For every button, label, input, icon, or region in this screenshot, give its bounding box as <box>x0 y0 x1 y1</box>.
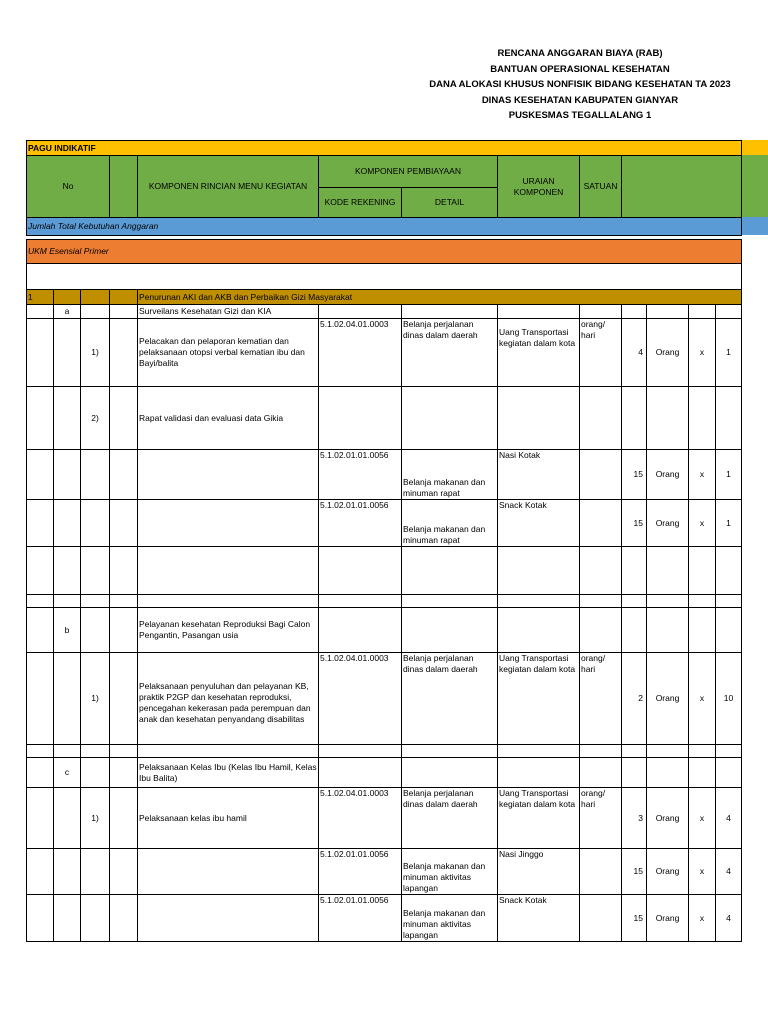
col-kode-header: KODE REKENING <box>319 188 402 218</box>
item-b-title: Pelayanan kesehatan Reproduksi Bagi Calon Pengantin, Pasangan usia <box>138 608 319 653</box>
table-row: b Pelayanan kesehatan Reproduksi Bagi Calon Pengantin, Pasangan usia <box>27 608 742 653</box>
ukm-label: UKM Esensial Primer <box>27 240 742 264</box>
header-line-5: PUSKESMAS TEGALLALANG 1 <box>508 110 652 121</box>
total-label: Jumlah Total Kebutuhan Anggaran <box>27 218 742 236</box>
table-row: 5.1.02.01.01.0056 Belanja makanan dan minuman rapat Nasi Kotak 15 Orang x 1 <box>27 450 742 500</box>
section-1-row <box>27 290 742 305</box>
item-c-title: Pelaksanaan Kelas Ibu (Kelas Ibu Hamil, Kelas Ibu Balita) <box>138 758 319 788</box>
col-satuan-header: SATUAN <box>580 156 622 218</box>
document-header <box>380 46 768 124</box>
table-row: 2) Rapat validasi dan evaluasi data Gikia <box>27 387 742 450</box>
table-row <box>27 547 742 595</box>
col-no-header: No <box>27 156 110 218</box>
col-pembiayaan-header: KOMPONEN PEMBIAYAAN <box>319 156 498 188</box>
col-komponen-header: KOMPONEN RINCIAN MENU KEGIATAN <box>138 156 319 218</box>
table-row: 5.1.02.01.01.0056 Belanja makanan dan minuman aktivitas lapangan Nasi Jinggo 15 Orang x 4 <box>27 849 742 895</box>
pagu-label: PAGU INDIKATIF <box>27 141 742 156</box>
total-fill-extension <box>741 217 768 235</box>
table-row: a Surveilans Kesehatan Gizi dan KIA <box>27 305 742 319</box>
section-1-title: Penurunan AKI dan AKB dan Perbaikan Gizi Masyarakat <box>138 290 742 305</box>
col-uraian-header: URAIAN KOMPONEN <box>498 156 580 218</box>
ukm-row <box>27 240 742 264</box>
header-row-1 <box>27 156 742 188</box>
table-row: 1) Pelacakan dan pelaporan kematian dan pelaksanaan otopsi verbal kematian ibu dan Bayi/balita 5.1.02.04.01.0003 Belanja perjalanan dinas dalam daerah Uang Transportasi kegiatan dalam kota orang/ hari 4 Orang x 1 <box>27 319 742 387</box>
header-line-2: BANTUAN OPERASIONAL KESEHATAN <box>490 63 670 75</box>
total-row <box>27 218 742 236</box>
table-row <box>27 745 742 758</box>
section-1-number: 1 <box>27 290 54 305</box>
header-fill-extension <box>741 155 768 217</box>
header-line-1: RENCANA ANGGARAN BIAYA (RAB) <box>497 48 663 59</box>
pagu-row <box>27 141 742 156</box>
item-a-title: Surveilans Kesehatan Gizi dan KIA <box>138 305 319 319</box>
table-row: 1) Pelaksanaan kelas ibu hamil 5.1.02.04.01.0003 Belanja perjalanan dinas dalam daerah Uang Transportasi kegiatan dalam kota orang/ hari 3 Orang x 4 <box>27 788 742 849</box>
header-line-3: DANA ALOKASI KHUSUS NONFISIK BIDANG KESEHATAN TA 2023 <box>429 79 731 90</box>
table-row: 1) Pelaksanaan penyuluhan dan pelayanan KB, praktik P2GP dan kesehatan reproduksi, pencegahan kekerasan pada perempuan dan anak dan kesehatan penyandang disabilitas 5.1.02.04.01.0003 Belanja perjalanan dinas dalam daerah Uang Transportasi kegiatan dalam kota orang/ hari 2 Orang x 10 <box>27 653 742 745</box>
header-line-4: DINAS KESEHATAN KABUPATEN GIANYAR <box>481 94 679 106</box>
table-row: c Pelaksanaan Kelas Ibu (Kelas Ibu Hamil, Kelas Ibu Balita) <box>27 758 742 788</box>
pagu-fill-extension <box>741 140 768 155</box>
rab-table <box>26 140 742 942</box>
table-row: 5.1.02.01.01.0056 Belanja makanan dan minuman rapat Snack Kotak 15 Orang x 1 <box>27 500 742 547</box>
table-row: 5.1.02.01.01.0056 Belanja makanan dan minuman aktivitas lapangan Snack Kotak 15 Orang x 4 <box>27 895 742 942</box>
col-detail-header: DETAIL <box>402 188 498 218</box>
table-row <box>27 595 742 608</box>
